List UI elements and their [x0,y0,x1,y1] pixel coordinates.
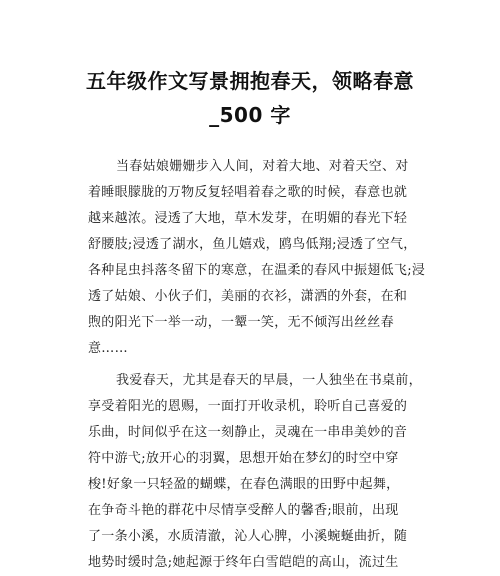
paragraph-2 [88,368,438,576]
document-title [40,64,460,132]
paragraph-line: 了一条小溪，水质清澈，沁人心脾，小溪蜿蜒曲折，随 [88,529,408,544]
paragraph-1 [88,154,438,362]
paragraph-line: 当春姑娘姗姗步入人间，对着大地、对着天空、对 [116,159,409,174]
title-line-2: _500 字 [209,103,291,127]
paragraph-line: 舒腰肢;浸透了湖水，鱼儿嬉戏，鸥鸟低翔;浸透了空气， [88,237,417,252]
paragraph-line: 乐曲，时间似乎在这一刻静止，灵魂在一串串美妙的音 [88,425,408,440]
paragraph-line: 透了姑娘、小伙子们，美丽的衣衫，潇洒的外套，在和 [88,289,408,304]
paragraph-line: 我爱春天，尤其是春天的早晨，一人独坐在书桌前， [116,373,422,388]
paragraph-line: 煦的阳光下一举一动，一颦一笑，无不倾泻出丝丝春 [88,315,394,330]
document-body [88,154,438,576]
paragraph-line: 在争奇斗艳的群花中尽情享受醉人的馨香;眼前，出现 [88,503,399,518]
title-line-1: 五年级作文写景拥抱春天，领略春意 [86,69,414,93]
paragraph-line: 享受着阳光的恩赐，一面打开收录机，聆听自己喜爱的 [88,399,408,414]
paragraph-line: 意…… [88,341,128,356]
paragraph-line: 地势时缓时急;她起源于终年白雪皑皑的高山，流过生 [88,555,399,570]
paragraph-line: 梭!好象一只轻盈的蝴蝶，在春色满眼的田野中起舞， [88,477,400,492]
paragraph-line: 符中游弋;放开心的羽翼，思想开始在梦幻的时空中穿 [88,451,399,466]
paragraph-line: 着睡眼朦胧的万物反复轻唱着春之歌的时候，春意也就 [88,185,408,200]
paragraph-line: 各种昆虫抖落冬留下的寒意，在温柔的春风中振翅低飞;浸 [88,263,426,278]
paragraph-line: 越来越浓。浸透了大地，草木发芽，在明媚的春光下轻 [88,211,408,226]
